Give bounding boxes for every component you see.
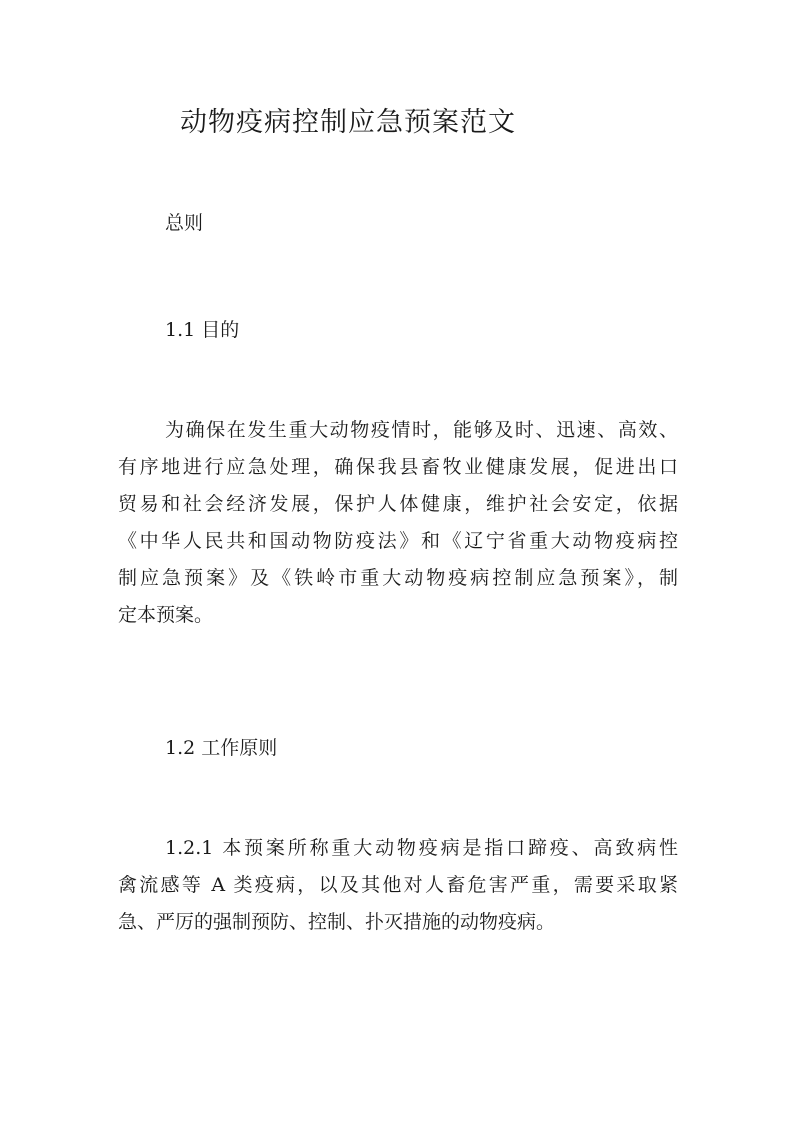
heading-1-2-principles: 1.2 工作原则	[165, 737, 278, 759]
paragraph-line: 定本预案。	[118, 604, 214, 626]
document-title: 动物疫病控制应急预案范文	[180, 107, 516, 138]
paragraph-line: 有序地进行应急处理，确保我县畜牧业健康发展，促进出口	[118, 456, 678, 478]
paragraph-line: 急、严厉的强制预防、控制、扑灭措施的动物疫病。	[118, 911, 556, 933]
paragraph-line: 制应急预案》及《铁岭市重大动物疫病控制应急预案》，制	[118, 567, 678, 589]
heading-1-1-purpose: 1.1 目的	[165, 319, 240, 341]
heading-general: 总则	[165, 212, 204, 234]
paragraph-line: 1.2.1 本预案所称重大动物疫病是指口蹄疫、高致病性	[165, 837, 678, 859]
paragraph-line: 《中华人民共和国动物防疫法》和《辽宁省重大动物疫病控	[118, 530, 678, 552]
paragraph-1-1	[118, 412, 678, 634]
paragraph-line: 禽流感等 A 类疫病，以及其他对人畜危害严重，需要采取紧	[118, 874, 678, 896]
paragraph-line: 贸易和社会经济发展，保护人体健康，维护社会安定，依据	[118, 493, 678, 515]
paragraph-line: 为确保在发生重大动物疫情时，能够及时、迅速、高效、	[165, 419, 678, 441]
paragraph-1-2-1	[118, 830, 678, 941]
